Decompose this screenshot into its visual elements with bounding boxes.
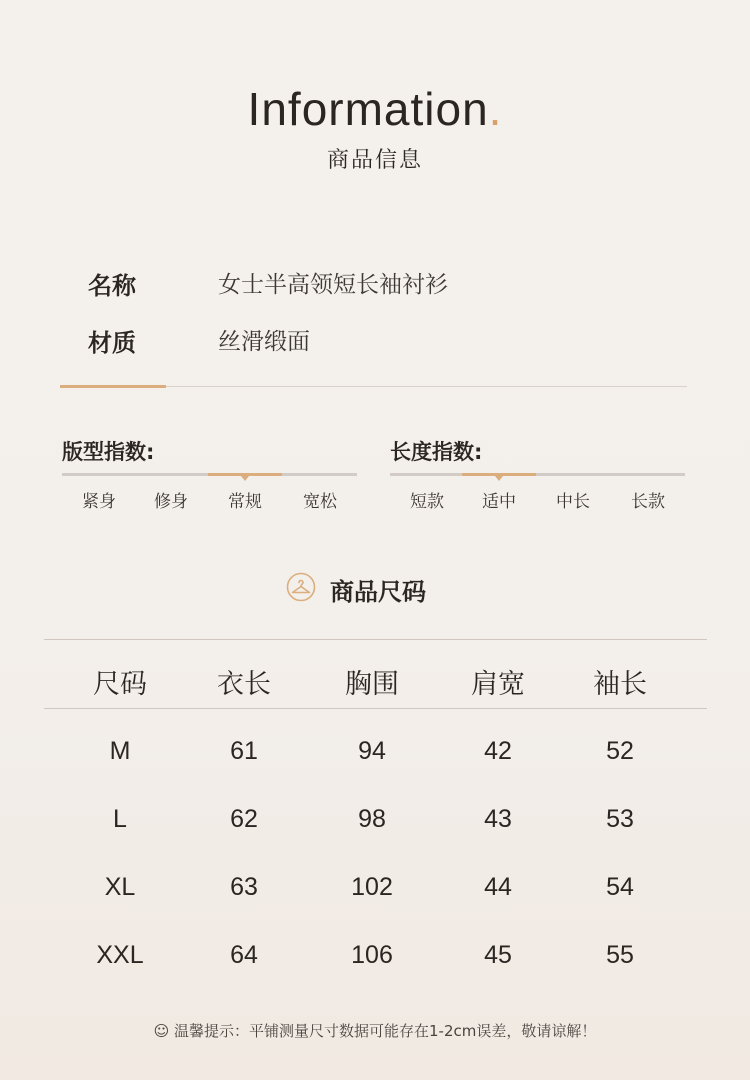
cell-length: 63 — [230, 873, 258, 901]
cell-chest: 98 — [358, 805, 386, 833]
cell-length: 64 — [230, 941, 258, 969]
hanger-icon — [286, 572, 316, 602]
cell-size: M — [109, 737, 131, 765]
cell-shoulder: 45 — [484, 941, 512, 969]
material-value: 丝滑缎面 — [218, 329, 310, 355]
title-dot: . — [488, 83, 503, 135]
table-header-border — [44, 708, 707, 709]
header-size: 尺码 — [93, 669, 147, 700]
cell-length: 62 — [230, 805, 258, 833]
header-sleeve: 袖长 — [593, 669, 647, 700]
page-title-english — [0, 82, 750, 136]
cell-sleeve: 55 — [606, 941, 634, 969]
cell-size: XXL — [96, 941, 144, 969]
fit-index-caret — [241, 476, 249, 481]
cell-shoulder: 44 — [484, 873, 512, 901]
fit-index-title: 版型指数: — [62, 440, 155, 464]
fit-option-tight: 紧身 — [82, 492, 116, 512]
header-chest: 胸围 — [345, 669, 399, 700]
header-length: 衣长 — [217, 669, 271, 700]
length-option-short: 短款 — [410, 492, 444, 512]
fit-option-loose: 宽松 — [303, 492, 337, 512]
cell-chest: 106 — [351, 941, 393, 969]
fit-option-regular: 常规 — [228, 492, 262, 512]
cell-sleeve: 53 — [606, 805, 634, 833]
length-index-title: 长度指数: — [390, 440, 483, 464]
header-shoulder: 肩宽 — [471, 669, 525, 700]
title-text: Information — [247, 83, 489, 135]
size-section-title: 商品尺码 — [330, 578, 426, 606]
table-top-border — [44, 639, 707, 640]
name-value: 女士半高领短长袖衬衫 — [218, 272, 448, 298]
length-option-long: 长款 — [631, 492, 665, 512]
name-label: 名称 — [88, 272, 136, 300]
fit-option-slim: 修身 — [154, 492, 188, 512]
cell-chest: 102 — [351, 873, 393, 901]
length-option-mid-long: 中长 — [556, 492, 590, 512]
length-option-medium: 适中 — [482, 492, 516, 512]
length-index-caret — [495, 476, 503, 481]
material-label: 材质 — [88, 329, 136, 357]
page-title-chinese: 商品信息 — [326, 148, 423, 173]
measurement-note: ☺ 温馨提示：平铺测量尺寸数据可能存在1-2cm误差，敬请谅解！ — [153, 1022, 597, 1040]
cell-length: 61 — [230, 737, 258, 765]
cell-size: L — [113, 805, 127, 833]
cell-sleeve: 54 — [606, 873, 634, 901]
length-index-track — [390, 473, 685, 476]
section-divider-accent — [60, 385, 166, 388]
cell-shoulder: 42 — [484, 737, 512, 765]
cell-sleeve: 52 — [606, 737, 634, 765]
cell-chest: 94 — [358, 737, 386, 765]
cell-size: XL — [104, 873, 136, 901]
cell-shoulder: 43 — [484, 805, 512, 833]
